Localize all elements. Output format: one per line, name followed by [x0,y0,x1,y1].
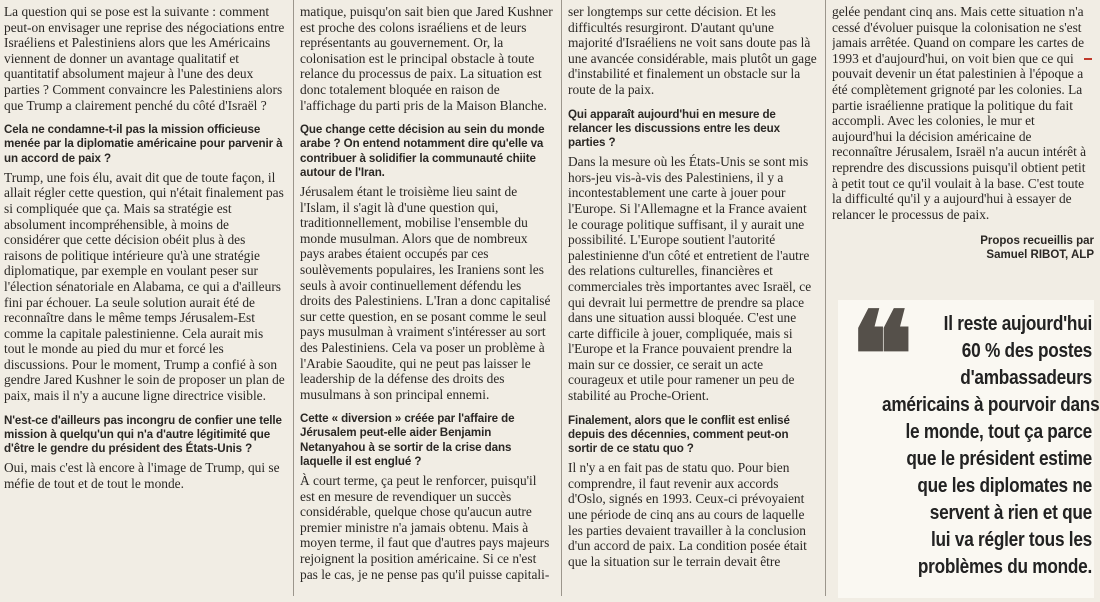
credit-author: Samuel RIBOT, ALP [986,249,1094,262]
pull-quote-line: lui va régler tous les [931,528,1092,551]
answer-paragraph: Trump, une fois élu, avait dit que de toute façon, il allait régler cette question, qui n'était finalement pas si compliquée que ça. Mais sa stratégie est absolument incompréhensible, à moins de considérer que cette décision obéit plus à des raisons de politique intérieure qu'à une stratégie diplomatique, par exemple en voulant peser sur l'élection sénatoriale en Alabama, ce qui a d'ailleurs fini par échouer. La seule solution aurait été de reconnaître dans le même temps Jérusalem-Est comme la capitale palestinienne. Cela aurait mis tout le monde au pied du mur et forcé les discussions. Pour le moment, Trump a confié à son gendre Jared Kushner le soin de proposer un plan de paix, mais il n'y a aucune ligne directrice visible. [4,169,285,404]
pull-quote-text [882,310,1100,580]
answer-paragraph: Il n'y a en fait pas de statu quo. Pour bien comprendre, il faut revenir aux accords d'Oslo, signés en 1993. Ceux-ci prévoyaient une période de cinq ans au cours de laquelle les parties devaient travailler à la conclusion d'un accord de paix. La condition posée était que la situation sur le terrain devait être [568,460,807,569]
interview-question: Que change cette décision au sein du monde arabe ? On entend notamment dire qu'elle va contribuer à solidifier la communauté chiite autour de l'Iran. [300,123,545,179]
pull-quote-line: que les diplomates ne [917,474,1092,497]
answer-paragraph: matique, puisqu'on sait bien que Jared Kushner est proche des colons israéliens et de leurs représentants au gouvernement. Or, la colonisation est le principal obstacle à toute relance du processus de paix. La situation est donc totalement bloquée en raison de l'affichage du parti pris de la Maison Blanche. [300,4,553,113]
pull-quote-line: que le président estime [906,447,1092,470]
article-column-2 [300,4,554,584]
credit-line: Propos recueillis par [980,235,1094,248]
column-rule [293,0,294,596]
pull-quote-line: servent à rien et que [929,501,1092,524]
answer-paragraph: La question qui se pose est la suivante : comment peut-on envisager une reprise des négociations entre Israéliens et Palestiniens alors que les Américains viennent de donner un avantage qualitatif et quantitatif absolument majeur à l'une des deux parties ? Comment convaincre les Palestiniens alors que Trump a clairement penché du côté d'Israël ? [4,4,285,113]
interview-question: Qui apparaît aujourd'hui en mesure de relancer les discussions entre les deux parties ? [568,107,780,149]
answer-paragraph: gelée pendant cinq ans. Mais cette situation n'a cessé d'évoluer puisque la colonisation ne s'est jamais arrêtée. Quand on compare les cartes de 1993 et d'aujourd'hui, on voit bien que ce qui pouvait devenir un état palestinien à l'époque a été complètement grignoté par les colonies. La partie israélienne pratique la politique du fait accompli. Avec les colonies, le mur et aujourd'hui la décision américaine de reconnaître Jérusalem, Israël n'a aucun intérêt à reprendre des discussions puisqu'il obtient petit à petit tout ce qu'il voulait à la base. C'est toute la difficulté qu'il y a aujourd'hui à essayer de relancer le processus de paix. [832,4,1087,222]
quote-mark-icon: ❝ [850,285,906,424]
answer-paragraph: Jérusalem étant le troisième lieu saint de l'Islam, il s'agit là d'une question qui, traditionnellement, mobilise l'ensemble du monde musulman. Alors que de nombreux pays arabes étaient occupés par ces soulèvements populaires, les Iraniens sont les seuls à avoir continuellement défendu les droits des Palestiniens. L'Iran a donc capitalisé sur cette question, en se posant comme le seul pays musulman à vraiment s'intéresser au sort des Palestiniens. Cela va poser un problème à l'Arabie Saoudite, qui ne peut pas laisser le leadership de la défense des droits des musulmans à son principal ennemi. [300,183,551,402]
pull-quote-line: problèmes du monde. [917,555,1092,578]
interview-question: Finalement, alors que le conflit est enlisé depuis des décennies, comment peut-on sortir de ce statu quo ? [568,413,790,456]
column-rule [825,0,826,596]
pull-quote-line: américains à pourvoir dans [882,393,1100,416]
answer-paragraph: Dans la mesure où les États-Unis se sont mis hors-jeu vis-à-vis des Palestiniens, il y a incontestablement une carte à jouer pour l'Europe. Si l'Allemagne et la France avaient le courage politique suffisant, il y aurait une possibilité. L'Europe soutient l'autorité palestinienne d'un côté et entretient de l'autre des relations culturelles, financières et commerciales très importantes avec Israël, ce qui devrait lui permettre de prendre sa place dans une situation aussi bloquée. C'est une carte difficile à jouer, compliquée, mais si l'Europe et la France pouvaient prendre la main sur ce dossier, ce serait un acte courageux et utile pour ramener un peu de stabilité au Proche-Orient. [568,154,812,404]
pull-quote-line: d'ambassadeurs [960,366,1092,389]
interview-question: Cela ne condamne-t-il pas la mission officieuse menée par la diplomatie américaine pour parvenir à un accord de paix ? [4,123,283,165]
column-rule [561,0,562,596]
margin-mark [1084,58,1092,60]
answer-paragraph: Oui, mais c'est là encore à l'image de Trump, qui se méfie de tout et de tout le monde. [4,460,280,491]
article-column-4 [832,4,1094,264]
article-column-3 [568,4,818,571]
pull-quote-line: Il reste aujourd'hui [943,312,1092,335]
author-credit [832,234,1094,262]
pull-quote-line: le monde, tout ça parce [905,420,1092,443]
interview-question: N'est-ce d'ailleurs pas incongru de confier une telle mission à quelqu'un qui n'a d'autre légitimité que d'être le gendre du président des États-Unis ? [4,413,282,456]
pull-quote-line: 60 % des postes [961,339,1092,362]
answer-paragraph: ser longtemps sur cette décision. Et les difficultés resurgiront. D'autant qu'une majorité d'Israéliens ne voit sans doute pas là une avancée considérable, mais plutôt un gage d'instabilité et finalement un obstacle sur la route de la paix. [568,4,817,97]
answer-paragraph: À court terme, ça peut le renforcer, puisqu'il est en mesure de revendiquer un succès considérable, quelque chose qu'aucun autre premier ministre n'a jamais obtenu. Mais à moyen terme, il faut que d'autres pays majeurs rejoignent la position américaine. Si ce n'est pas le cas, je ne pense pas qu'il puisse capitali- [300,473,550,582]
article-column-1 [4,4,286,493]
interview-question: Cette « diversion » créée par l'affaire de Jérusalem peut-elle aider Benjamin Netanyahou à se sortir de la crise dans laquelle il est englué ? [300,412,515,468]
